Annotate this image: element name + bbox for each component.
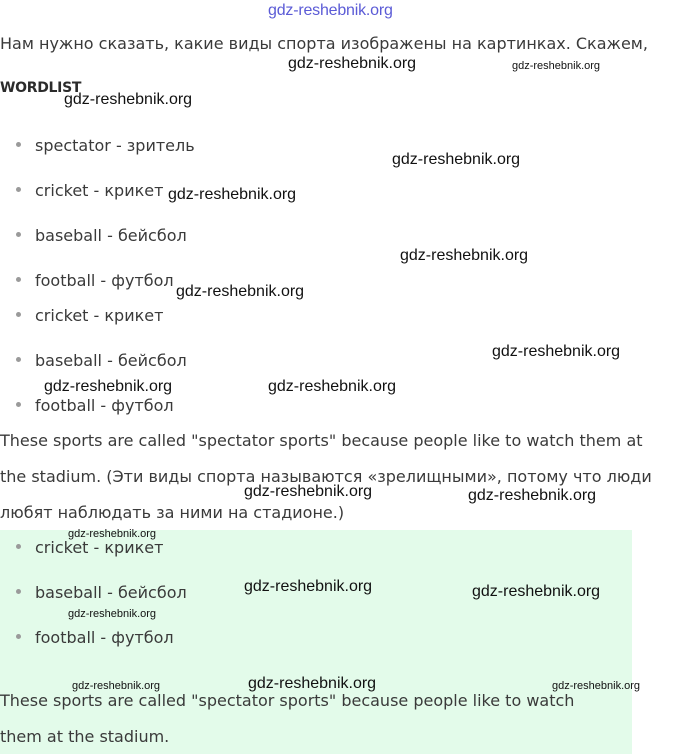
highlight-paragraph-line: them at the stadium. xyxy=(0,727,170,746)
watermark: gdz-reshebnik.org xyxy=(400,247,529,264)
bullet-icon xyxy=(16,589,21,594)
watermark: gdz-reshebnik.org xyxy=(68,528,157,540)
list-item xyxy=(16,226,187,246)
watermark: gdz-reshebnik.org xyxy=(468,487,597,504)
watermark: gdz-reshebnik.org xyxy=(244,578,373,595)
list-item xyxy=(16,583,187,603)
watermark: gdz-reshebnik.org xyxy=(244,483,373,500)
bullet-icon xyxy=(16,402,21,407)
watermark: gdz-reshebnik.org xyxy=(288,55,417,72)
watermark: gdz-reshebnik.org xyxy=(268,378,397,395)
bullet-icon xyxy=(16,357,21,362)
list-item-text: baseball - бейсбол xyxy=(35,583,187,602)
paragraph-line: любят наблюдать за ними на стадионе.) xyxy=(0,503,345,522)
bullet-icon xyxy=(16,634,21,639)
list-item xyxy=(16,628,174,648)
wordlist-heading: WORDLIST xyxy=(0,80,82,96)
list-item-text: cricket - крикет xyxy=(35,538,164,557)
list-item-text: baseball - бейсбол xyxy=(35,351,187,370)
watermark: gdz-reshebnik.org xyxy=(492,343,621,360)
bullet-icon xyxy=(16,544,21,549)
watermark: gdz-reshebnik.org xyxy=(176,283,305,300)
highlight-paragraph-line: These sports are called "spectator sports" because people like to watch xyxy=(0,691,575,710)
bullet-icon xyxy=(16,312,21,317)
bullet-icon xyxy=(16,187,21,192)
bullet-icon xyxy=(16,232,21,237)
watermark-top: gdz-reshebnik.org xyxy=(268,2,393,19)
watermark: gdz-reshebnik.org xyxy=(392,151,521,168)
watermark: gdz-reshebnik.org xyxy=(64,91,193,108)
list-item xyxy=(16,136,195,156)
watermark: gdz-reshebnik.org xyxy=(552,680,641,692)
watermark: gdz-reshebnik.org xyxy=(44,378,173,395)
list-item-text: football - футбол xyxy=(35,396,174,415)
watermark: gdz-reshebnik.org xyxy=(512,60,601,72)
list-item xyxy=(16,181,163,201)
paragraph-line: These sports are called "spectator sports" because people like to watch them at xyxy=(0,431,643,450)
list-item xyxy=(16,271,174,291)
list-item-text: cricket - крикет xyxy=(35,306,164,325)
list-item xyxy=(16,538,163,558)
list-item-text: spectator - зритель xyxy=(35,136,195,155)
list-item-text: cricket - крикет xyxy=(35,181,164,200)
watermark: gdz-reshebnik.org xyxy=(68,608,157,620)
list-item xyxy=(16,306,163,326)
bullet-icon xyxy=(16,142,21,147)
watermark: gdz-reshebnik.org xyxy=(168,186,297,203)
paragraph-line: the stadium. (Эти виды спорта называются «зрелищными», потому что люди xyxy=(0,467,652,486)
list-item-text: football - футбол xyxy=(35,628,174,647)
watermark: gdz-reshebnik.org xyxy=(472,583,601,600)
list-item-text: football - футбол xyxy=(35,271,174,290)
watermark: gdz-reshebnik.org xyxy=(248,675,377,692)
list-item-text: baseball - бейсбол xyxy=(35,226,187,245)
bullet-icon xyxy=(16,277,21,282)
intro-text: Нам нужно сказать, какие виды спорта изображены на картинках. Скажем, xyxy=(0,34,648,53)
list-item xyxy=(16,396,174,416)
list-item xyxy=(16,351,187,371)
watermark: gdz-reshebnik.org xyxy=(72,680,161,692)
